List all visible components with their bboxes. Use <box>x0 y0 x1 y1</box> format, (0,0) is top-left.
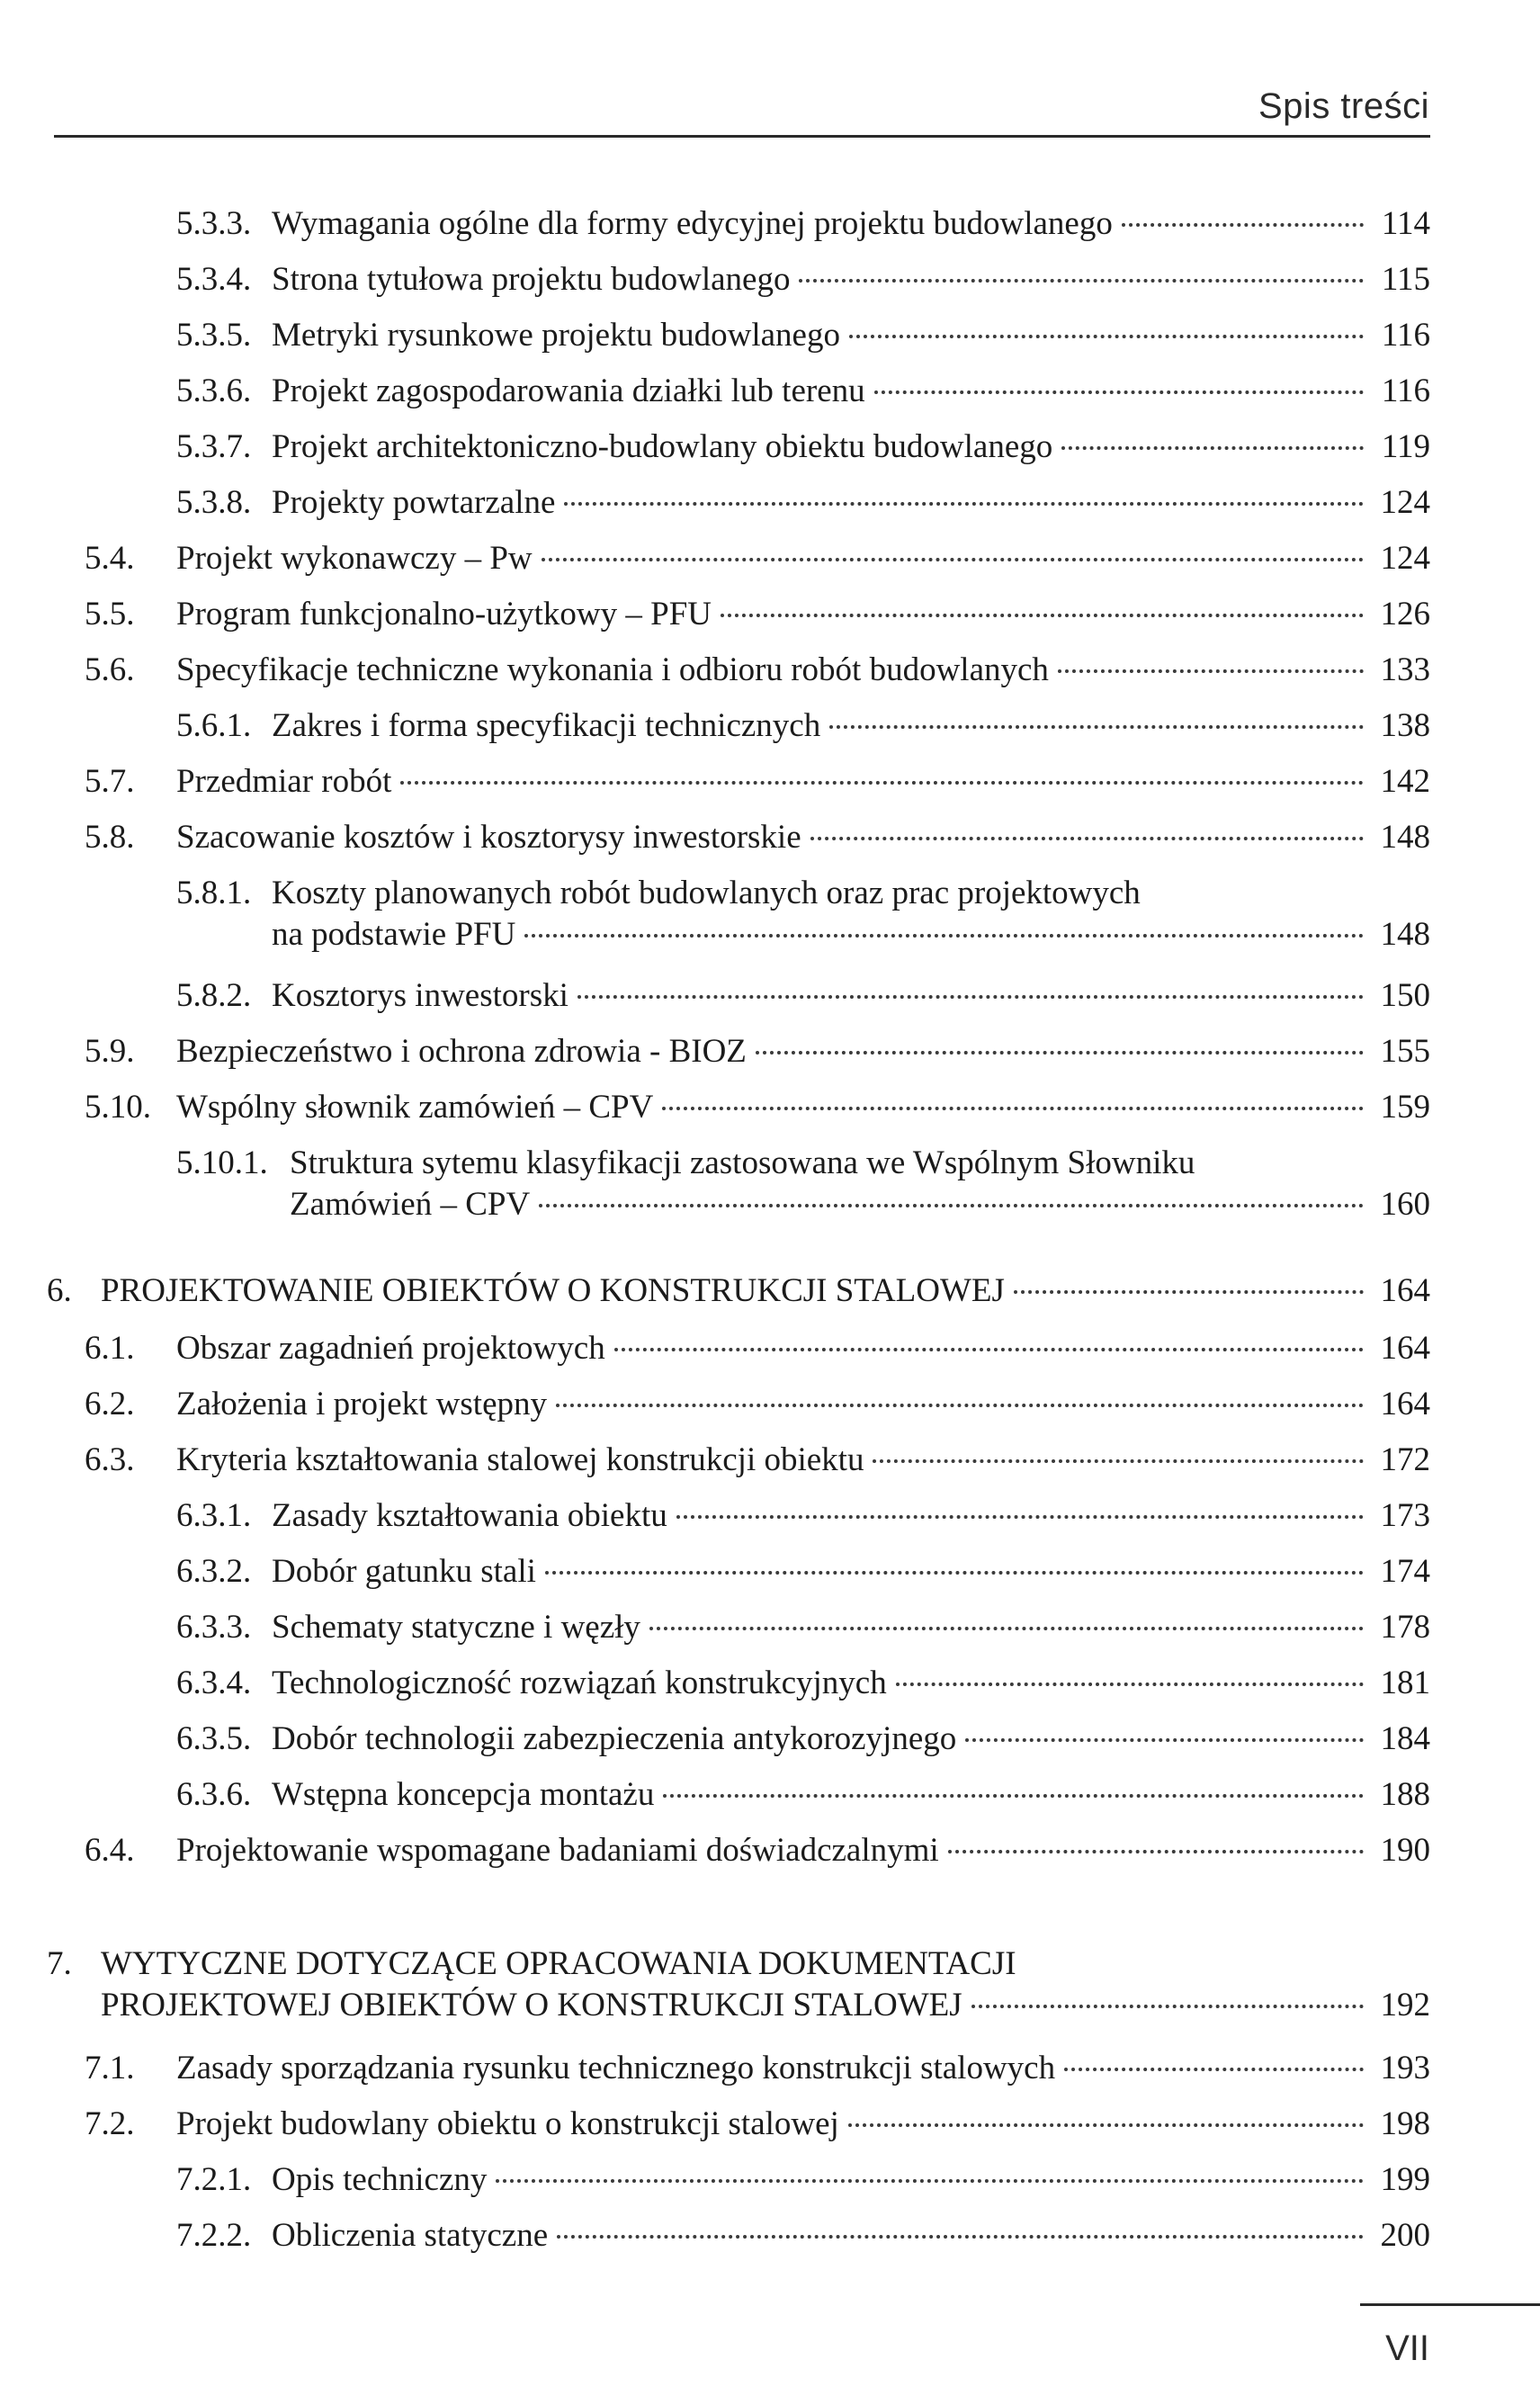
toc-entry-title: Projektowanie wspomagane badaniami doświadczalnymi <box>176 1832 939 1869</box>
dot-leader <box>557 2235 1364 2239</box>
toc-entry-title: Dobór technologii zabezpieczenia antykorozyjnego <box>272 1720 957 1757</box>
toc-entry-title: Projekty powtarzalne <box>272 484 556 521</box>
toc-entry-number: 6.3.4. <box>176 1665 252 1701</box>
toc-entry-number: 6.3.6. <box>176 1776 252 1813</box>
toc-entry-page-number: 173 <box>1380 1497 1430 1534</box>
toc-entry <box>85 538 1430 579</box>
dot-leader <box>873 1459 1364 1463</box>
dot-leader <box>1064 2068 1364 2071</box>
toc-entry-page-number: 159 <box>1380 1089 1430 1126</box>
dot-leader <box>663 1794 1364 1798</box>
header-rule <box>54 135 1430 138</box>
toc-entry-page-number: 164 <box>1380 1386 1430 1422</box>
toc-entry-number: 6.4. <box>85 1832 135 1869</box>
toc-entry <box>47 1270 1430 1312</box>
toc-entry <box>176 975 1430 1017</box>
toc-entry-page-number: 164 <box>1380 1330 1430 1367</box>
toc-entry-title: Projekt budowlany obiektu o konstrukcji stalowej <box>176 2105 839 2142</box>
toc-entry-title-line: Koszty planowanych robót budowlanych oraz prac projektowych <box>272 875 1141 911</box>
dot-leader <box>539 1204 1364 1207</box>
toc-entry-title: PROJEKTOWEJ OBIEKTÓW O KONSTRUKCJI STALOWEJ <box>101 1987 962 2024</box>
toc-entry <box>85 1328 1430 1369</box>
toc-entry-number: 5.3.4. <box>176 261 252 298</box>
toc-entry-title: Szacowanie kosztów i kosztorysy inwestorskie <box>176 819 801 856</box>
toc-entry-page-number: 160 <box>1380 1186 1430 1223</box>
toc-entry-title: Wymagania ogólne dla formy edycyjnej projektu budowlanego <box>272 205 1113 242</box>
toc-entry-number: 5.6.1. <box>176 707 252 744</box>
dot-leader <box>496 2179 1364 2183</box>
toc-entry-page-number: 155 <box>1380 1033 1430 1070</box>
toc-entry-title: Założenia i projekt wstępny <box>176 1386 548 1422</box>
toc-entry <box>176 1718 1430 1760</box>
toc-entry-number: 6.3.5. <box>176 1720 252 1757</box>
toc-entry-page-number: 181 <box>1380 1665 1430 1701</box>
toc-entry-number: 5.10. <box>85 1089 151 1126</box>
toc-entry <box>85 1440 1430 1481</box>
toc-entry-title: Strona tytułowa projektu budowlanego <box>272 261 791 298</box>
toc-entry-title: Zamówień – CPV <box>290 1186 531 1223</box>
toc-entry-page-number: 124 <box>1380 540 1430 577</box>
toc-entry <box>176 259 1430 301</box>
toc-entry-number: 7.1. <box>85 2050 135 2086</box>
toc-entry-title: Opis techniczny <box>272 2161 488 2198</box>
toc-entry-number: 5.3.5. <box>176 317 252 354</box>
toc-entry-number: 6. <box>47 1272 72 1309</box>
dot-leader <box>756 1051 1364 1054</box>
dot-leader <box>965 1738 1364 1742</box>
toc-entry-page-number: 150 <box>1380 977 1430 1014</box>
toc-entry <box>85 1031 1430 1072</box>
footer-rule <box>1360 2303 1540 2306</box>
toc-entry-title: na podstawie PFU <box>272 916 516 953</box>
toc-entry-number: 6.3.2. <box>176 1553 252 1590</box>
toc-entry-page-number: 188 <box>1380 1776 1430 1813</box>
toc-entry-title: Wspólny słownik zamówień – CPV <box>176 1089 654 1126</box>
toc-entry-number: 7.2. <box>85 2105 135 2142</box>
toc-entry-title: Obliczenia statyczne <box>272 2217 549 2254</box>
toc-entry-title-line: WYTYCZNE DOTYCZĄCE OPRACOWANIA DOKUMENTACJI <box>101 1945 1016 1982</box>
toc-entry-number: 5.8. <box>85 819 135 856</box>
dot-leader <box>971 2005 1364 2008</box>
toc-entry-number: 5.3.6. <box>176 372 252 409</box>
dot-leader <box>1014 1290 1364 1294</box>
dot-leader <box>849 335 1364 338</box>
toc-entry-title: Przedmiar robót <box>176 763 392 800</box>
dot-leader <box>829 725 1364 729</box>
toc-entry <box>85 2104 1430 2145</box>
toc-entry-page-number: 119 <box>1381 428 1430 465</box>
dot-leader <box>676 1515 1364 1519</box>
toc-entry-page-number: 200 <box>1380 2217 1430 2254</box>
toc-entry-page-number: 116 <box>1381 317 1430 354</box>
page-folio: VII <box>1385 2329 1429 2368</box>
toc-entry-number: 5.4. <box>85 540 135 577</box>
toc-entry-page-number: 178 <box>1380 1609 1430 1646</box>
dot-leader <box>564 502 1364 506</box>
dot-leader <box>1058 669 1364 673</box>
toc-entry <box>176 203 1430 245</box>
toc-entry-title: Zasady sporządzania rysunku technicznego konstrukcji stalowych <box>176 2050 1056 2086</box>
toc-entry-title: Metryki rysunkowe projektu budowlanego <box>272 317 840 354</box>
toc-entry-number: 5.3.7. <box>176 428 252 465</box>
toc-entry-number: 5.9. <box>85 1033 135 1070</box>
toc-entry-page-number: 172 <box>1380 1441 1430 1478</box>
toc-entry-page-number: 116 <box>1381 372 1430 409</box>
toc-entry-title: Obszar zagadnień projektowych <box>176 1330 605 1367</box>
toc-entry-page-number: 199 <box>1380 2161 1430 2198</box>
dot-leader <box>721 614 1364 617</box>
toc-entry-page-number: 190 <box>1380 1832 1430 1869</box>
toc-entry-title: PROJEKTOWANIE OBIEKTÓW O KONSTRUKCJI STALOWEJ <box>101 1272 1005 1309</box>
toc-entry-title: Schematy statyczne i węzły <box>272 1609 640 1646</box>
toc-entry-title: Kosztorys inwestorski <box>272 977 569 1014</box>
toc-entry-title: Bezpieczeństwo i ochrona zdrowia - BIOZ <box>176 1033 747 1070</box>
toc-entry <box>176 482 1430 524</box>
dot-leader <box>1122 223 1364 227</box>
toc-entry-page-number: 133 <box>1380 651 1430 688</box>
dot-leader <box>542 558 1364 561</box>
toc-entry-number: 5.10.1. <box>176 1144 268 1181</box>
toc-entry <box>176 1663 1430 1704</box>
dot-leader <box>896 1683 1364 1686</box>
toc-entry-number: 5.6. <box>85 651 135 688</box>
toc-entry-number: 7.2.1. <box>176 2161 252 2198</box>
dot-leader <box>400 781 1364 785</box>
toc-entry-number: 5.5. <box>85 596 135 633</box>
toc-entry-page-number: 124 <box>1380 484 1430 521</box>
toc-entry-title: Specyfikacje techniczne wykonania i odbioru robót budowlanych <box>176 651 1049 688</box>
toc-entry-number: 6.3.3. <box>176 1609 252 1646</box>
dot-leader <box>848 2123 1364 2127</box>
toc-entry-title: Kryteria kształtowania stalowej konstrukcji obiektu <box>176 1441 864 1478</box>
dot-leader <box>662 1107 1364 1110</box>
toc-entry-page-number: 184 <box>1380 1720 1430 1757</box>
toc-entry-title: Projekt architektoniczno-budowlany obiektu budowlanego <box>272 428 1053 465</box>
toc-entry <box>85 650 1430 691</box>
toc-entry-page-number: 174 <box>1380 1553 1430 1590</box>
dot-leader <box>810 837 1364 840</box>
toc-entry <box>176 1495 1430 1537</box>
toc-entry-title: Projekt wykonawczy – Pw <box>176 540 533 577</box>
toc-entry <box>176 1143 1430 1225</box>
toc-entry-page-number: 192 <box>1380 1987 1430 2024</box>
toc-entry <box>85 594 1430 635</box>
toc-entry-number: 5.3.3. <box>176 205 252 242</box>
toc-entry <box>176 1607 1430 1648</box>
toc-entry <box>176 426 1430 468</box>
toc-entry-number: 5.8.1. <box>176 875 252 911</box>
toc-entry-page-number: 198 <box>1380 2105 1430 2142</box>
toc-entry-number: 6.2. <box>85 1386 135 1422</box>
toc-entry <box>47 1943 1430 2026</box>
toc-entry <box>85 1830 1430 1871</box>
toc-entry-number: 6.3. <box>85 1441 135 1478</box>
toc-entry-number: 7.2.2. <box>176 2217 252 2254</box>
dot-leader <box>1061 446 1364 450</box>
toc-entry-number: 6.3.1. <box>176 1497 252 1534</box>
toc-entry-page-number: 164 <box>1380 1272 1430 1309</box>
dot-leader <box>874 390 1364 394</box>
toc-entry-number: 6.1. <box>85 1330 135 1367</box>
running-header: Spis treści <box>1258 86 1429 126</box>
toc-entry-title: Program funkcjonalno-użytkowy – PFU <box>176 596 712 633</box>
toc-entry-title: Zasady kształtowania obiektu <box>272 1497 667 1534</box>
toc-entry-page-number: 148 <box>1380 819 1430 856</box>
dot-leader <box>614 1348 1364 1351</box>
toc-entry-page-number: 138 <box>1380 707 1430 744</box>
toc-entry <box>85 761 1430 803</box>
toc-entry-page-number: 148 <box>1380 916 1430 953</box>
toc-entry-page-number: 126 <box>1380 596 1430 633</box>
dot-leader <box>799 279 1364 283</box>
toc-entry-number: 5.3.8. <box>176 484 252 521</box>
dot-leader <box>556 1404 1364 1407</box>
toc-entry <box>176 371 1430 412</box>
dot-leader <box>948 1850 1364 1853</box>
toc-entry-number: 7. <box>47 1945 72 1982</box>
dot-leader <box>578 995 1364 999</box>
toc-entry-page-number: 115 <box>1381 261 1430 298</box>
toc-entry-page-number: 142 <box>1380 763 1430 800</box>
toc-entry <box>85 817 1430 858</box>
toc-entry-title: Wstępna koncepcja montażu <box>272 1776 655 1813</box>
toc-entry-number: 5.7. <box>85 763 135 800</box>
dot-leader <box>649 1627 1364 1630</box>
toc-entry-title: Zakres i forma specyfikacji technicznych <box>272 707 821 744</box>
toc-entry <box>85 1384 1430 1425</box>
toc-entry <box>176 1774 1430 1816</box>
toc-entry-page-number: 114 <box>1381 205 1430 242</box>
toc-entry <box>85 1087 1430 1128</box>
toc-entry <box>176 1551 1430 1593</box>
toc-entry <box>85 2048 1430 2089</box>
dot-leader <box>545 1571 1364 1575</box>
toc-entry <box>176 315 1430 356</box>
toc-entry <box>176 705 1430 747</box>
toc-entry <box>176 2159 1430 2201</box>
toc-entry-number: 5.8.2. <box>176 977 252 1014</box>
toc-entry <box>176 873 1430 956</box>
toc-entry-page-number: 193 <box>1380 2050 1430 2086</box>
toc-entry-title: Technologiczność rozwiązań konstrukcyjnych <box>272 1665 887 1701</box>
dot-leader <box>524 934 1364 938</box>
toc-entry <box>176 2215 1430 2257</box>
toc-entry-title: Dobór gatunku stali <box>272 1553 536 1590</box>
toc-entry-title-line: Struktura sytemu klasyfikacji zastosowana we Wspólnym Słowniku <box>290 1144 1195 1181</box>
toc-entry-title: Projekt zagospodarowania działki lub terenu <box>272 372 865 409</box>
